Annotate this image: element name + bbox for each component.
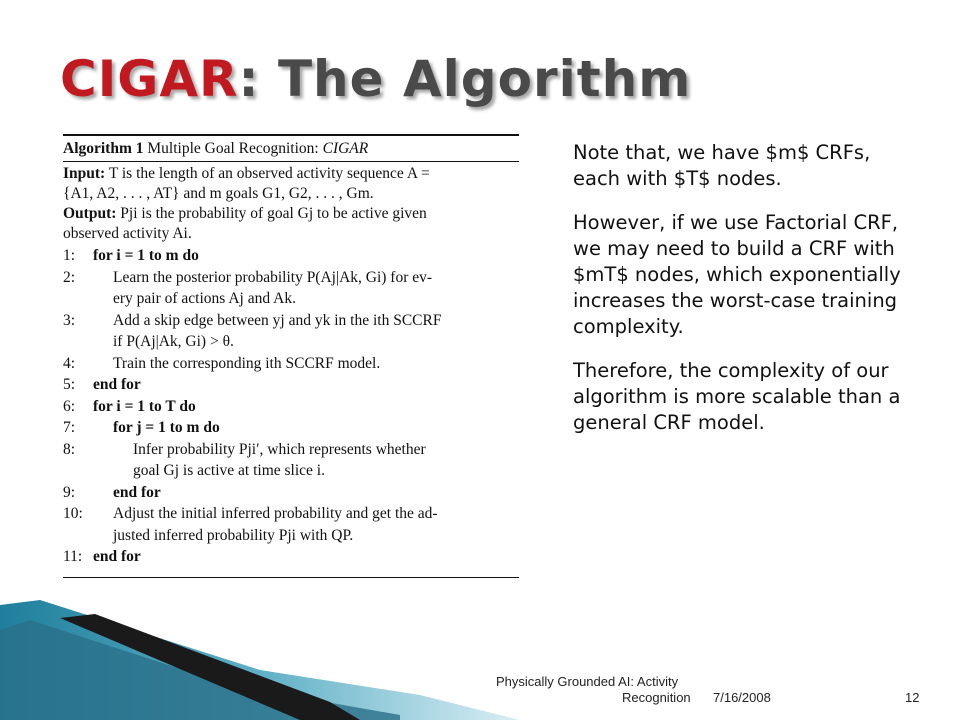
output-line-2: observed activity Ai. (63, 225, 192, 242)
title-accent: CIGAR (60, 50, 239, 108)
algorithm-step (63, 440, 426, 460)
algorithm-step (63, 547, 141, 567)
output-label: Output: (63, 205, 117, 222)
step-text: Add a skip edge between yj and yk in the ith SCCRF (113, 311, 442, 329)
step-text: end for (113, 483, 161, 501)
step-number: 11: (63, 548, 83, 565)
step-text: for i = 1 to m do (93, 247, 199, 264)
step-text: Adjust the initial inferred probability and get the ad- (113, 505, 438, 522)
algorithm-step (63, 354, 380, 374)
input-line-1 (63, 164, 430, 184)
step-text: Infer probability Pji′, which represents whether (133, 440, 426, 458)
algorithm-step (63, 526, 353, 546)
step-number: 2: (63, 268, 76, 286)
step-text: Train the corresponding ith SCCRF model. (113, 354, 381, 372)
notes-panel (573, 140, 903, 454)
step-text: for i = 1 to T do (93, 397, 196, 415)
algorithm-step (63, 375, 141, 395)
algorithm-step (63, 246, 199, 266)
output-line-1 (63, 204, 427, 224)
input-label: Input: (63, 165, 106, 182)
algorithm-step (63, 397, 196, 417)
step-text: Learn the posterior probability P(Aj|Ak, Gi) for ev- (113, 268, 433, 286)
algorithm-step (63, 418, 220, 438)
step-number: 6: (63, 397, 76, 415)
step-number: 9: (63, 483, 76, 501)
input-line-2: {A1, A2, . . . , AT} and m goals G1, G2, . . . , Gm. (63, 185, 374, 202)
step-number: 8: (63, 440, 76, 458)
algorithm-step (63, 461, 325, 481)
step-number: 1: (63, 247, 76, 264)
algorithm-top-rule (63, 134, 519, 136)
decorative-swoosh (0, 590, 540, 720)
input-text-1: T is the length of an observed activity sequence A = (105, 165, 430, 182)
step-text: end for (93, 376, 141, 393)
algorithm-name: CIGAR (322, 140, 369, 157)
algorithm-step (63, 268, 432, 288)
algorithm-step (63, 483, 161, 503)
step-text: if P(Aj|Ak, Gi) > θ. (113, 333, 234, 350)
note-paragraph-2: However, if we use Factorial CRF, we may need to build a CRF with $mT$ nodes, which exponentially increases the worst-case training complexity. (573, 211, 901, 338)
algorithm-bottom-rule (63, 577, 519, 578)
step-text: for j = 1 to m do (113, 419, 220, 436)
footer-course: Physically Grounded AI: Activity (496, 674, 679, 689)
step-number: 4: (63, 354, 76, 372)
algorithm-step (63, 289, 296, 309)
step-text: goal Gj is active at time slice i. (133, 462, 325, 479)
algorithm-step (63, 332, 234, 352)
output-text-1: Pji is the probability of goal Gj to be active given (116, 205, 427, 222)
algorithm-header (63, 140, 368, 158)
algorithm-header-text: Multiple Goal Recognition: (143, 140, 323, 157)
algorithm-box (63, 134, 519, 579)
step-number: 3: (63, 311, 76, 329)
footer-page-number: 12 (905, 690, 920, 705)
step-text: ery pair of actions Aj and Ak. (113, 290, 296, 307)
note-paragraph-1: Note that, we have $m$ CRFs, each with $T$ nodes. (573, 141, 871, 190)
step-number: 10: (63, 505, 83, 522)
step-text: end for (93, 548, 141, 565)
step-number: 7: (63, 419, 76, 436)
title-rest: : The Algorithm (238, 50, 692, 108)
algorithm-step (63, 311, 441, 331)
algorithm-number: Algorithm 1 (63, 140, 144, 157)
algorithm-header-rule (63, 161, 519, 162)
step-number: 5: (63, 376, 76, 393)
algorithm-step (63, 504, 438, 524)
step-text: justed inferred probability Pji with QP. (113, 526, 354, 544)
slide-title (60, 50, 691, 108)
note-paragraph-3: Therefore, the complexity of our algorithm is more scalable than a general CRF model. (573, 359, 901, 434)
footer-date: 7/16/2008 (713, 690, 771, 705)
footer-course-2: Recognition (622, 690, 691, 705)
